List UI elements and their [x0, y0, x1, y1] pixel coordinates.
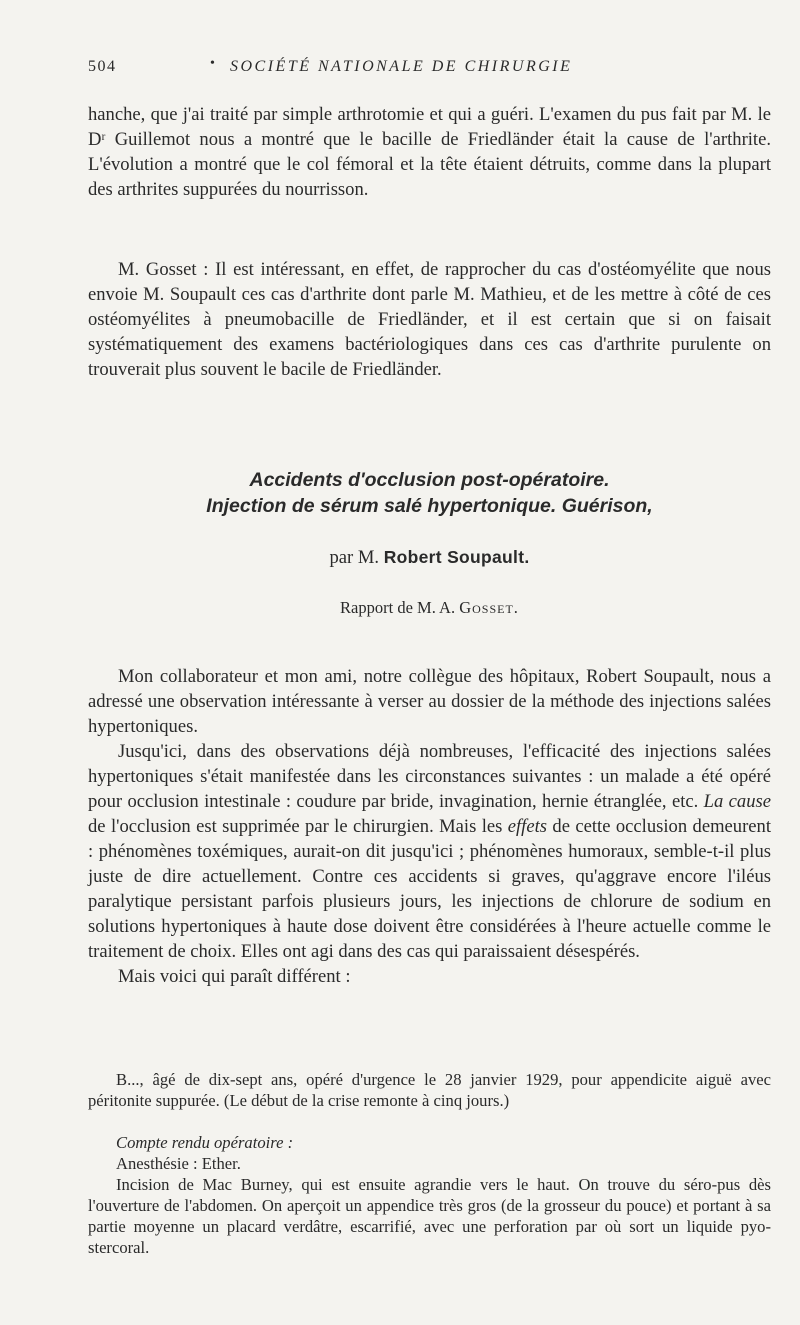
body-paragraph [88, 739, 771, 964]
body-paragraph: Mais voici qui paraît différent : [118, 966, 351, 987]
page-number: 504 [88, 58, 117, 75]
header-dot: • [210, 56, 217, 71]
remark-text: : Il est intéressant, en effet, de rapprocher du cas d'ostéomyélite que nous envoie M. Soupault ces cas d'arthrite dont parle M. Mathieu, et de les mettre à côté de ces ostéomyélites à pneumobacille de Friedländer, et il est certain que si on faisait systématiquement des examens bactériologiques dans ces cas d'arthrite purulente on trouverait plus souvent le bacile de Friedländer. [88, 259, 771, 380]
body-paragraph: Mon collaborateur et mon ami, notre collègue des hôpitaux, Robert Soupault, nous a adressé une observation intéressante à verser au dossier de la méthode des injections salées hypertoniques. [88, 666, 771, 737]
paragraph-continuation [88, 102, 771, 202]
body-text: de l'occlusion est supprimée par le chirurgien. Mais les [88, 816, 508, 837]
speaker-name: M. Gosset [118, 259, 197, 280]
observation-report [88, 1132, 771, 1258]
paragraph-text [88, 257, 771, 382]
observation-text: B..., âgé de dix-sept ans, opéré d'urgence le 28 janvier 1929, pour appendicite aiguë avec péritonite suppurée. (Le début de la crise remonte à cinq jours.) [88, 1070, 771, 1110]
observation-heading: Compte rendu opératoire : [116, 1133, 294, 1152]
observation-case [88, 1069, 771, 1111]
reporter-name: Gosset. [459, 598, 519, 617]
observation-text: Incision de Mac Burney, qui est ensuite agrandie vers le haut. On trouve du séro-pus dès l'ouverture de l'abdomen. On aperçoit un appendice très gros (de la grosseur du pouce) et portant à sa partie moyenne un placard verdâtre, escarrifié, avec une perforation par où sort un liquide pyo-stercoral. [88, 1175, 771, 1257]
author-name: Robert Soupault. [383, 547, 530, 567]
emphasis-effets: effets [507, 816, 548, 837]
article-body [88, 664, 771, 989]
observation-text: Anesthésie : Ether. [116, 1154, 241, 1173]
article-title-line-2: Injection de sérum salé hypertonique. Guérison, [206, 495, 653, 517]
emphasis-cause: La cause [703, 791, 772, 812]
article-byline [88, 547, 771, 569]
body-text: Jusqu'ici, dans des observations déjà nombreuses, l'efficacité des injections salées hypertoniques s'était manifestée dans les circonstances suivantes : un malade a été opéré pour occlusion intestinale : coudure par bride, invagination, hernie étranglée, etc. [88, 741, 771, 812]
paragraph-gosset-remark [88, 257, 771, 382]
running-title: SOCIÉTÉ NATIONALE DE CHIRURGIE [230, 58, 573, 75]
report-prefix: Rapport de M. A. [340, 598, 460, 617]
paragraph-text: hanche, que j'ai traité par simple arthrotomie et qui a guéri. L'examen du pus fait par M. le Dʳ Guillemot nous a montré que le bacille de Friedländer était la cause de l'arthrite. L'évolution a montré que le col fémoral et la tête étaient détruits, comme dans la plupart des arthrites suppurées du nourrisson. [88, 104, 771, 200]
byline-prefix: par M. [329, 547, 384, 568]
page-header [88, 58, 720, 86]
body-text: de cette occlusion demeurent : phénomènes toxémiques, aurait-on dit jusqu'ici ; phénomènes humoraux, semble-t-il plus juste de dire actuellement. Contre ces accidents si graves, qu'aggrave encore l'iléus paralytique persistant parfois plusieurs jours, les injections de chlorure de sodium en solutions hypertoniques à haute dose doivent être considérées à l'heure actuelle comme le traitement de choix. Elles ont agi dans des cas qui paraissaient désespérés. [88, 816, 771, 962]
article-title-line-1: Accidents d'occlusion post-opératoire. [249, 469, 610, 491]
report-line [88, 598, 771, 618]
